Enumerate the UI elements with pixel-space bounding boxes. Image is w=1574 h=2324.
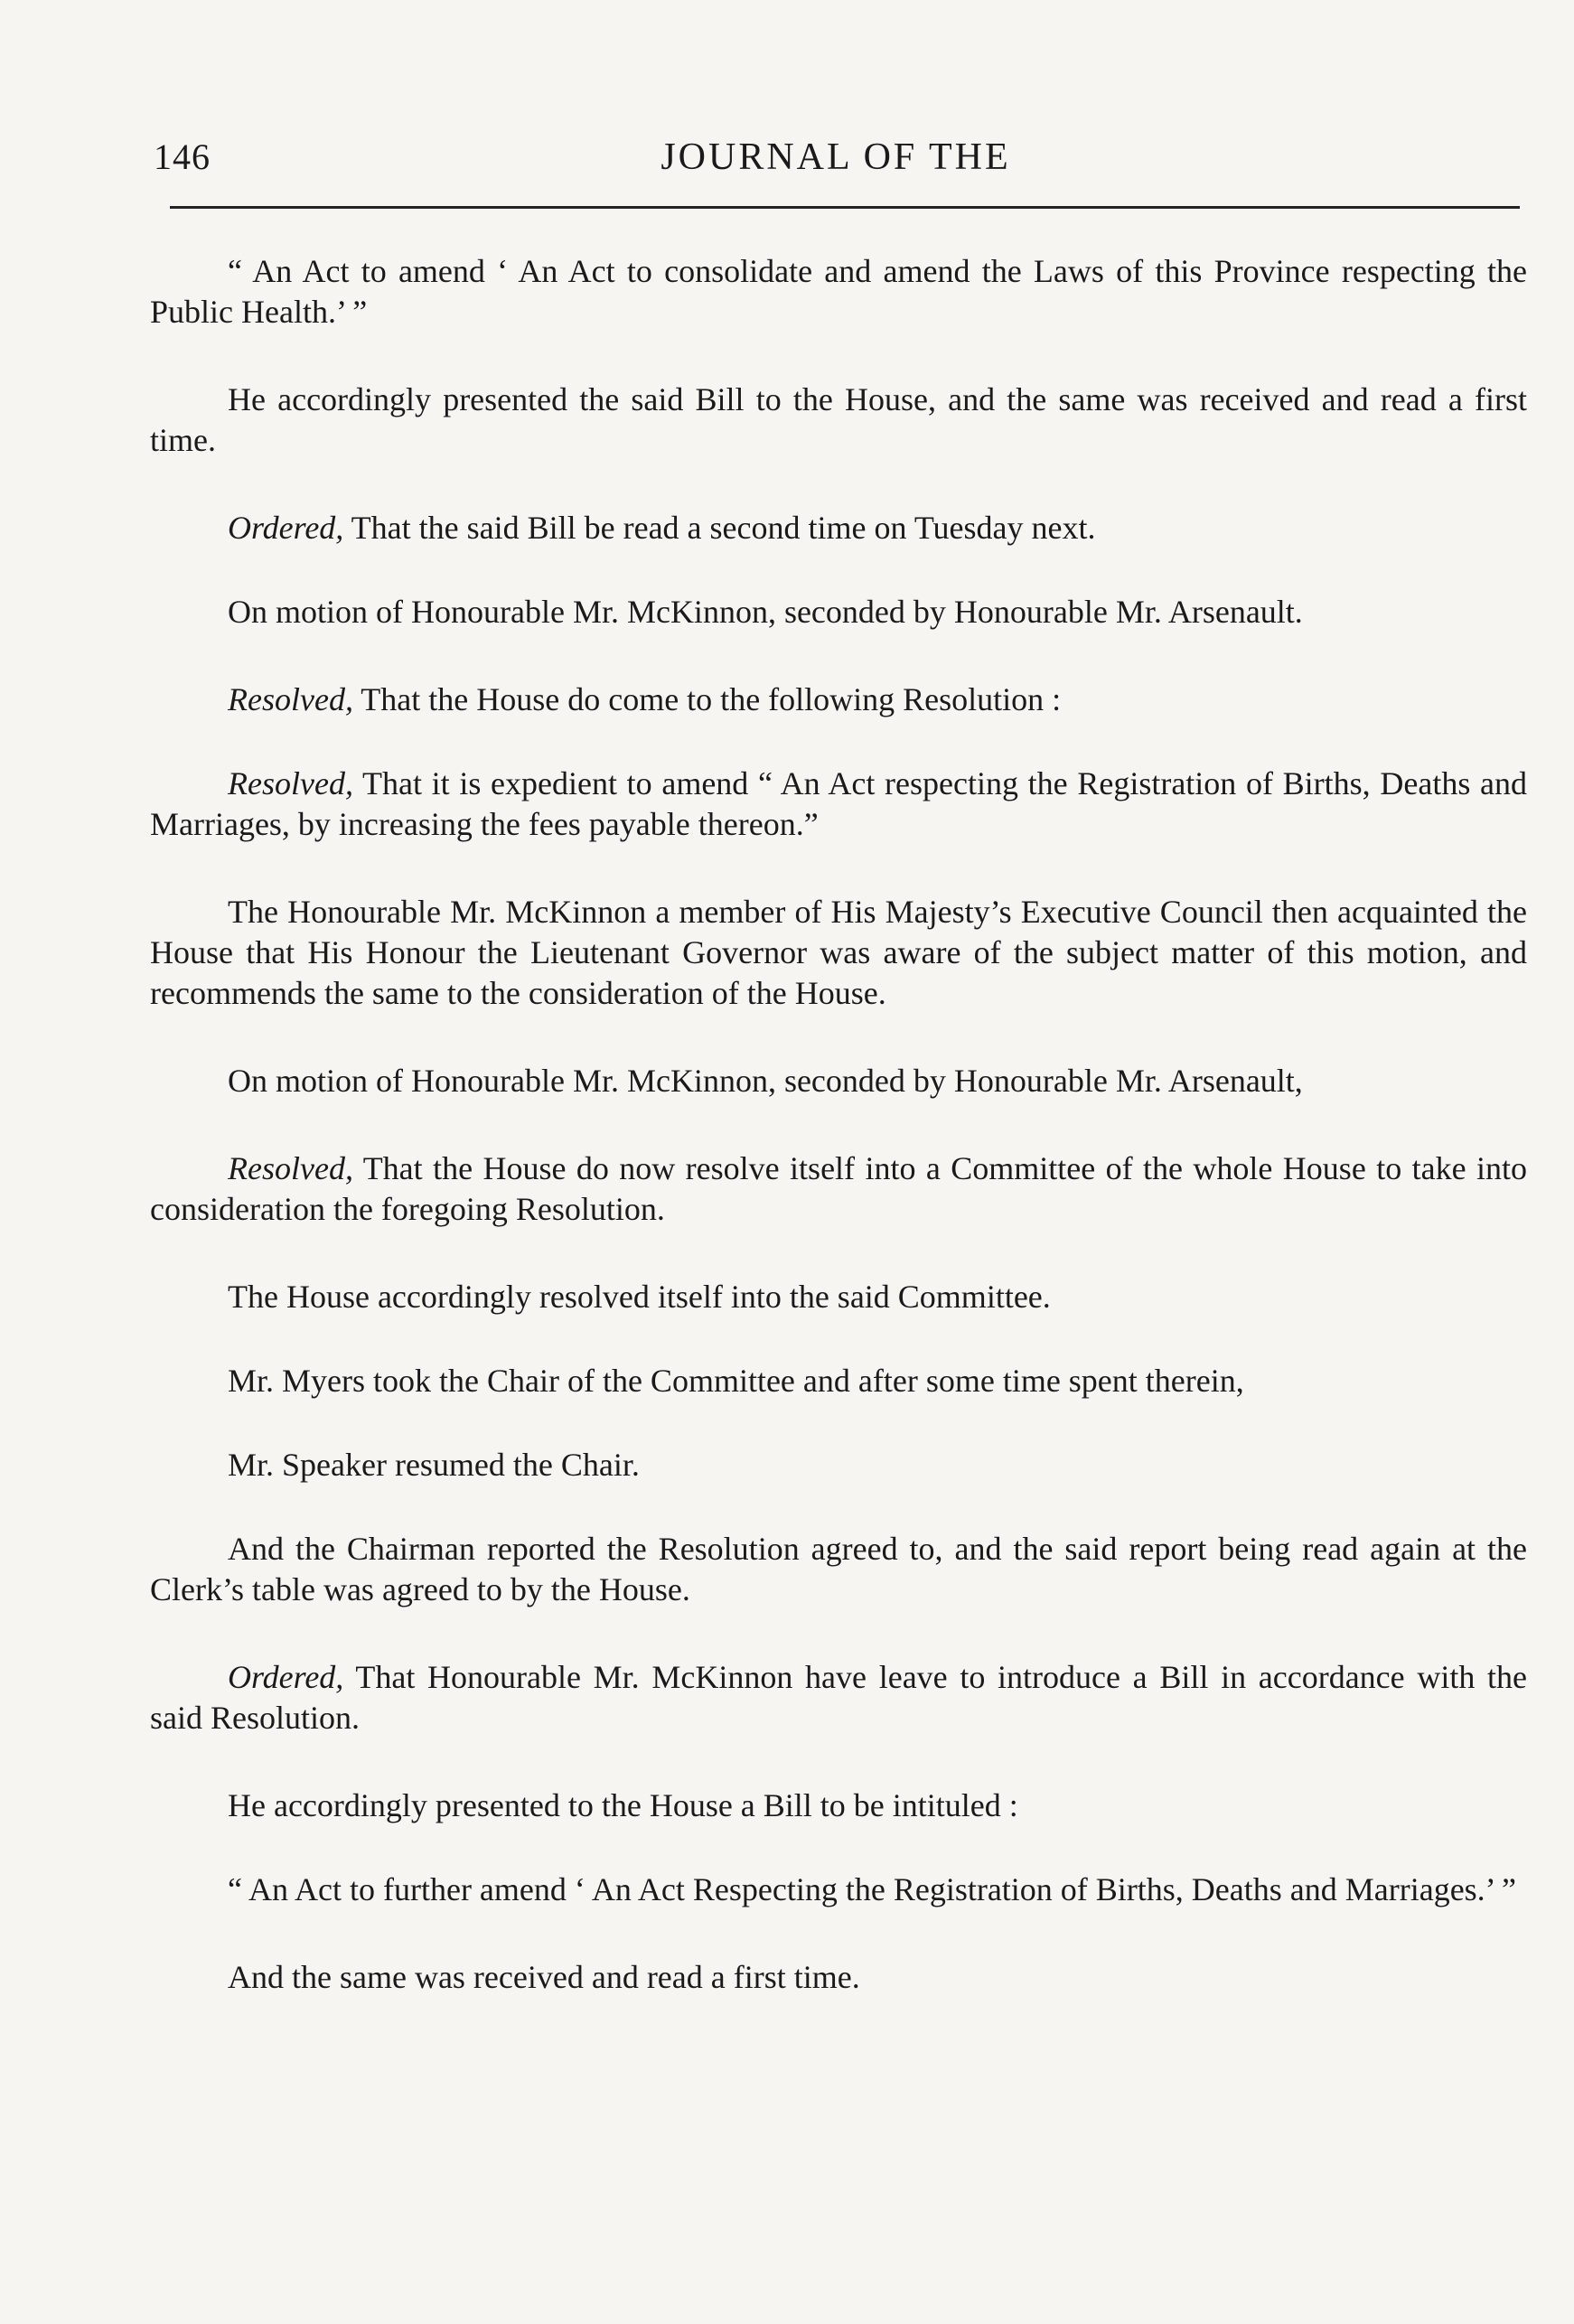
paragraph-lead: Resolved, xyxy=(228,1150,353,1186)
paragraph-resolved-come-to-resolution xyxy=(150,679,1527,720)
paragraph-motion xyxy=(150,592,1527,633)
paragraph-lead: Resolved, xyxy=(228,765,353,801)
paragraph-text: The House accordingly resolved itself into the said Committee. xyxy=(228,1279,1051,1315)
paragraph-bill-intituled xyxy=(150,1785,1527,1826)
paragraph-text: And the same was received and read a first time. xyxy=(228,1959,860,1995)
paragraph-first-reading xyxy=(150,1957,1527,1998)
paragraph-bill-title-registration xyxy=(150,1870,1527,1910)
paragraph-text: That the House do come to the following Resolution : xyxy=(352,681,1062,717)
paragraph-text: On motion of Honourable Mr. McKinnon, seconded by Honourable Mr. Arsenault, xyxy=(228,1063,1303,1099)
journal-body xyxy=(150,251,1527,2041)
paragraph-executive-council xyxy=(150,892,1527,1014)
paragraph-lead: Ordered, xyxy=(228,510,344,546)
paragraph-text: He accordingly presented to the House a Bill to be intituled : xyxy=(228,1787,1018,1823)
paragraph-lead: Resolved, xyxy=(228,681,353,717)
paragraph-house-resolved xyxy=(150,1277,1527,1317)
paragraph-ordered-second-reading xyxy=(150,508,1527,548)
page-number: 146 xyxy=(154,136,211,177)
page-header xyxy=(145,136,1527,190)
paragraph-text: “ An Act to amend ‘ An Act to consolidate and amend the Laws of this Province respecting the Public Health.’ ” xyxy=(150,253,1527,330)
journal-page xyxy=(145,136,1527,1995)
paragraph-text: The Honourable Mr. McKinnon a member of His Majesty’s Executive Council then acquainted the House that His Honour the Lieutenant Governor was aware of the subject matter of this motion, and recommends the same to the consideration of the House. xyxy=(150,894,1527,1011)
paragraph-motion-second xyxy=(150,1061,1527,1101)
paragraph-ordered-leave xyxy=(150,1657,1527,1738)
paragraph-myers-chair xyxy=(150,1361,1527,1401)
paragraph-speaker-resumed xyxy=(150,1445,1527,1485)
paragraph-text: Mr. Myers took the Chair of the Committee and after some time spent therein, xyxy=(228,1363,1244,1399)
paragraph-chairman-reported xyxy=(150,1529,1527,1610)
paragraph-text: That Honourable Mr. McKinnon have leave to introduce a Bill in accordance with the said Resolution. xyxy=(150,1659,1527,1736)
paragraph-text: That the House do now resolve itself into a Committee of the whole House to take into consideration the foregoing Resolution. xyxy=(150,1150,1527,1227)
paragraph-text: On motion of Honourable Mr. McKinnon, seconded by Honourable Mr. Arsenault. xyxy=(228,594,1303,630)
paragraph-text: Mr. Speaker resumed the Chair. xyxy=(228,1447,640,1483)
paragraph-bill-presented xyxy=(150,380,1527,461)
paragraph-text: That the said Bill be read a second time on Tuesday next. xyxy=(343,510,1096,546)
paragraph-text: And the Chairman reported the Resolution agreed to, and the said report being read again at the Clerk’s table was agreed to by the House. xyxy=(150,1531,1527,1607)
running-title: JOURNAL OF THE xyxy=(661,136,1011,178)
paragraph-resolved-expedient xyxy=(150,764,1527,845)
paragraph-text: “ An Act to further amend ‘ An Act Respecting the Registration of Births, Deaths and Marriages.’ ” xyxy=(228,1871,1516,1907)
paragraph-text: He accordingly presented the said Bill to the House, and the same was received and read a first time. xyxy=(150,381,1527,458)
paragraph-bill-title-public-health xyxy=(150,251,1527,333)
paragraph-lead: Ordered, xyxy=(228,1659,344,1695)
paragraph-text: That it is expedient to amend “ An Act respecting the Registration of Births, Deaths and Marriages, by increasing the fees payable thereon.” xyxy=(150,765,1527,842)
header-rule xyxy=(170,206,1520,209)
paragraph-resolved-committee xyxy=(150,1148,1527,1230)
